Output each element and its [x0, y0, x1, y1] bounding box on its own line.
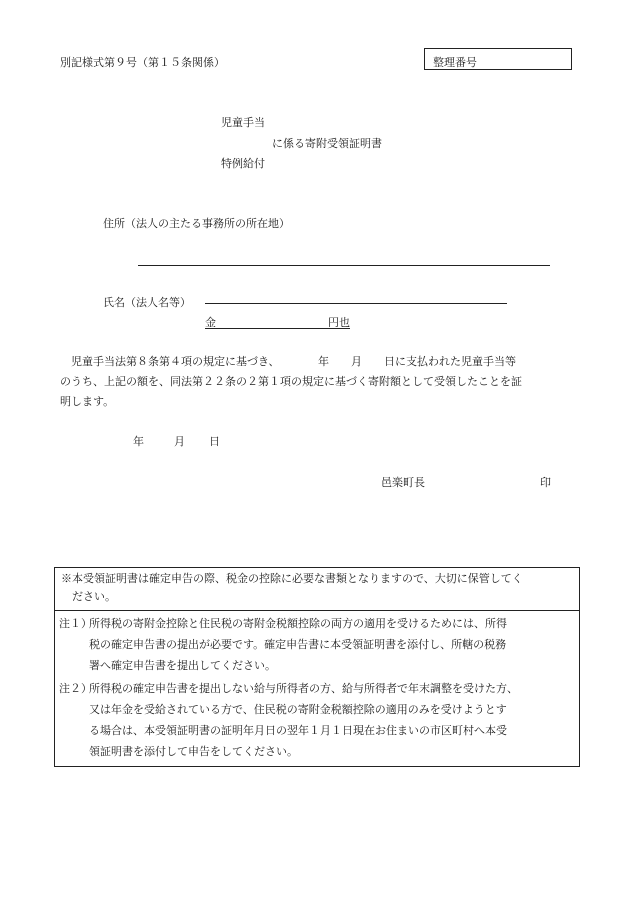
certification-text	[60, 352, 580, 412]
mayor-title: 邑楽町長	[381, 476, 425, 489]
body-line: 児童手当法第８条第４項の規定に基づき、 年 月 日に支払われた児童手当等	[60, 355, 517, 368]
body-line: 明します。	[60, 395, 115, 408]
title-line-3: 特例給付	[221, 157, 265, 170]
form-id: 別記様式第９号（第１５条関係）	[60, 56, 225, 69]
notes-box	[54, 567, 580, 767]
note-line: 税の確定申告書の提出が必要です。確定申告書に本受領証明書を添付し、所轄の税務	[89, 638, 507, 651]
date-year: 年	[133, 435, 144, 448]
seal-mark: 印	[540, 476, 551, 489]
title-line-1: 児童手当	[221, 116, 265, 129]
notes-header-line: ※本受領証明書は確定申告の際、税金の控除に必要な書類となりますので、大切に保管してく	[61, 572, 523, 585]
amount-field[interactable]	[205, 314, 350, 329]
name-label: 氏名（法人名等）	[103, 296, 191, 309]
note-label: 注１）	[59, 617, 92, 630]
date-day: 日	[209, 435, 220, 448]
note-line: 又は年金を受給されている方で、住民税の寄附金税額控除の適用のみを受けようとす	[89, 703, 507, 716]
reference-number-box[interactable]	[424, 48, 572, 70]
amount-prefix: 金	[205, 316, 216, 329]
body-line: のうち、上記の額を、同法第２２条の２第１項の規定に基づく寄附額として受領したことを証	[60, 375, 522, 388]
date-month: 月	[174, 435, 185, 448]
title-line-2: に係る寄附受領証明書	[272, 137, 382, 150]
issue-date	[133, 433, 220, 449]
note-label: 注２）	[59, 682, 92, 695]
amount-suffix: 円也	[328, 316, 350, 329]
note-item-2	[55, 676, 579, 766]
note-line: 領証明書を添付して申告をしてください。	[89, 745, 298, 758]
note-line: 所得税の寄附金控除と住民税の寄附金税額控除の両方の適用を受けるためには、所得	[89, 617, 507, 630]
note-line: 署へ確定申告書を提出してください。	[89, 659, 276, 672]
notes-header-line: ださい。	[61, 590, 116, 603]
reference-number-label: 整理番号	[433, 56, 477, 69]
address-label: 住所（法人の主たる事務所の所在地）	[103, 217, 290, 230]
note-line: 所得税の確定申告書を提出しない給与所得者の方、給与所得者で年末調整を受けた方、	[89, 682, 518, 695]
notes-header	[55, 568, 579, 611]
address-field[interactable]	[138, 265, 550, 266]
note-line: る場合は、本受領証明書の証明年月日の翌年１月１日現在お住まいの市区町村へ本受	[89, 724, 507, 737]
note-item-1	[55, 611, 579, 676]
name-field[interactable]	[205, 303, 507, 304]
